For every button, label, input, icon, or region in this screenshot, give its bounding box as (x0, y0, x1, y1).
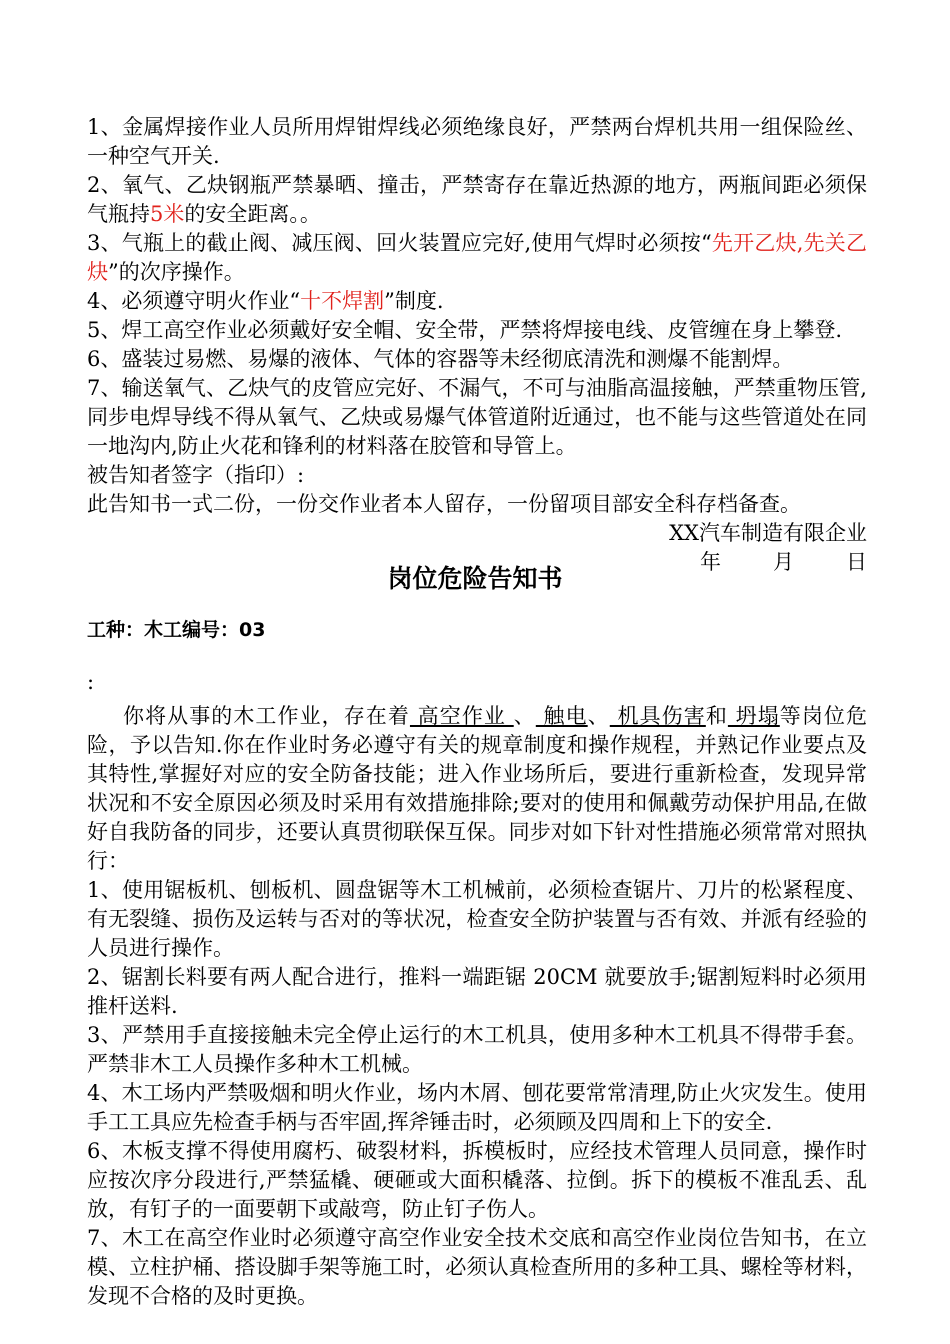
page-title: 岗位危险告知书 (387, 564, 563, 593)
rule-item-4: 4、必须遵守明火作业“十不焊割”制度. (87, 289, 444, 313)
rule-item-7: 7、输送氧气、乙炔气的皮管应完好、不漏气，不可与油脂高温接触，严禁重物压管,同步电焊导线不得从氧气、乙炔或易爆气体管道附近通过，也不能与这些管道处在同一地沟内,防止火花和锋利的材料落在胶管和导管上。 (87, 376, 867, 458)
addressee-colon: : (87, 670, 95, 694)
rule-item-3: 3、气瓶上的截止阀、减压阀、回火装置应完好,使用气焊时必须按“先开乙炔,先关乙炔”的次序操作。 (87, 231, 867, 284)
rule-item-1: 1、金属焊接作业人员所用焊钳焊线必须绝缘良好，严禁两台焊机共用一组保险丝、一种空气开关. (87, 115, 867, 168)
highlight-text: 十不焊割 (300, 289, 385, 313)
rule-item-2: 2、氧气、乙炔钢瓶严禁暴晒、撞击，严禁寄存在靠近热源的地方，两瓶间距必须保气瓶持5米的安全距离。。 (87, 173, 867, 226)
company-name: XX汽车制造有限企业 (669, 521, 867, 545)
rule-item-5: 5、焊工高空作业必须戴好安全帽、安全带，严禁将焊接电线、皮管缠在身上攀登. (87, 318, 843, 342)
hazard-item: 触电 (535, 704, 588, 728)
measure-item-4: 4、木工场内严禁吸烟和明火作业，场内木屑、刨花要常常清理,防止火灾发生。使用手工工具应先检查手柄与否牢固,挥斧锤击时，必须顾及四周和上下的安全. (87, 1081, 867, 1134)
highlight-text: 5米 (150, 202, 185, 226)
date-year: 年 (700, 550, 721, 574)
copies-note: 此告知书一式二份，一份交作业者本人留存，一份留项目部安全科存档备查。 (87, 492, 801, 516)
highlight-text: 先开乙炔,先关乙炔 (87, 231, 867, 284)
intro-paragraph: 你将从事的木工作业，存在着 高空作业 、 触电、 机具伤害和 坍塌等岗位危险，予以告知.你在作业时务必遵守有关的规章制度和操作规程，并熟记作业要点及其特性,掌握好对应的安全防备技能；进入作业场所后，要进行重新检查，发现异常状况和不安全原因必须及时采用有效措施排除;要对的使用和佩戴劳动保护用品,在做好自我防备的同步，还要认真贯彻联保互保。同步对如下针对性措施必须常常对照执行： (87, 704, 867, 873)
worker-type-line: 工种：木工编号：03 (87, 619, 266, 641)
hazard-item: 高空作业 (409, 704, 514, 728)
measure-item-3: 3、严禁用手直接接触未完全停止运行的木工机具，使用多种木工机具不得带手套。严禁非木工人员操作多种木工机械。 (87, 1023, 867, 1076)
hazard-item: 坍塌 (727, 704, 780, 728)
welding-notice-section (87, 113, 867, 577)
measure-item-1: 1、使用锯板机、刨板机、圆盘锯等木工机械前，必须检查锯片、刀片的松紧程度、有无裂缝、损伤及运转与否对的等状况，检查安全防护装置与否有效、并派有经验的人员进行操作。 (87, 878, 867, 960)
date-day: 日 (846, 550, 867, 574)
measure-item-6: 6、木板支撑不得使用腐朽、破裂材料，拆模板时，应经技术管理人员同意，操作时应按次序分段进行,严禁猛橇、硬砸或大面积橇落、拉倒。拆下的模板不准乱丢、乱放，有钉子的一面要朝下或敲弯，防止钉子伤人。 (87, 1139, 867, 1221)
measure-item-2: 2、锯割长料要有两人配合进行，推料一端距锯 20CM 就要放手;锯割短料时必须用推杆送料. (87, 965, 867, 1018)
rule-item-6: 6、盛装过易燃、易爆的液体、气体的容器等未经彻底清洗和测爆不能割焊。 (87, 347, 794, 371)
measure-item-7: 7、木工在高空作业时必须遵守高空作业安全技术交底和高空作业岗位告知书，在立模、立柱护桶、搭设脚手架等施工时，必须认真检查所用的多种工具、螺栓等材料，发现不合格的及时更换。 (87, 1226, 867, 1308)
carpentry-notice-section (87, 702, 867, 1311)
signature-line: 被告知者签字（指印）: (87, 463, 305, 487)
date-month: 月 (773, 550, 794, 574)
hazard-item: 机具伤害 (609, 704, 706, 728)
